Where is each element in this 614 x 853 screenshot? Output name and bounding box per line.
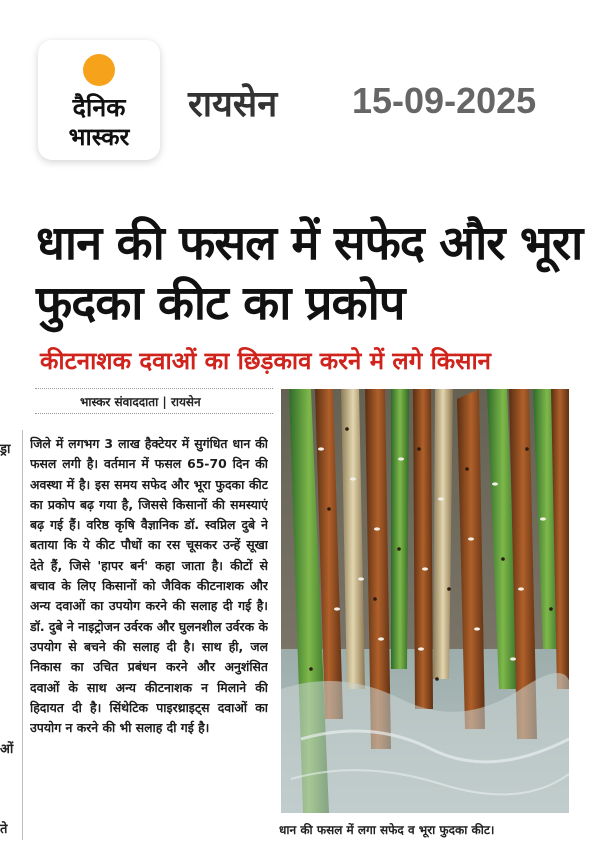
fragment-line <box>0 640 20 660</box>
edition-city: रायसेन <box>188 84 278 125</box>
article-byline: भास्कर संवाददाता | रायसेन <box>80 395 201 409</box>
byline-rule-top <box>35 388 273 390</box>
fragment-line <box>0 780 20 800</box>
fragment-line <box>0 660 20 680</box>
column-divider <box>22 430 23 840</box>
fragment-line <box>0 680 20 700</box>
rice-crop-pest-photo <box>281 389 569 813</box>
fragment-line: ते <box>0 822 8 837</box>
fragment-line: ड्रा <box>0 442 11 457</box>
fragment-line <box>0 720 20 740</box>
article-body: जिले में लगभग 3 लाख हैक्टेयर में सुगंधित धान की फसल लगी है। वर्तमान में फसल 65-70 दिन की अवस्था में है। इस समय सफेद और भूरा फुदका कीट का प्रकोप बढ़ गया है, जिससे किसानों की समस्याएं बढ़ गई हैं। वरिष्ठ कृषि वैज्ञानिक डॉ. स्वप्निल दुबे ने बताया कि ये कीट पौधों का रस चूसकर उन्हें सूखा देते हैं, जिसे 'हापर बर्न' कहा जाता है। कीटों से बचाव के लिए किसानों को जैविक कीटनाशक और अन्य दवाओं का उपयोग करने की सलाह दी गई है। डॉ. दुबे ने नाइट्रोजन उर्वरक और घुलनशील उर्वरक के उपयोग से बचने की सलाह दी है। साथ ही, जल निकास का उचित प्रबंधन करने और अनुशंसित दवाओं के साथ अन्य कीटनाशक न मिलाने की हिदायत दी है। सिंथेटिक पाइरथ्राइट्स दवाओं का उपयोग न करने की भी सलाह दी गई है। <box>30 436 268 736</box>
fragment-line: ओं <box>0 742 14 757</box>
fragment-line <box>0 500 20 520</box>
fragment-line <box>0 560 20 580</box>
logo-text-line2: भास्कर <box>68 123 130 151</box>
rice-stalks-illustration <box>281 389 569 813</box>
dainik-bhaskar-logo <box>38 40 160 160</box>
fragment-line <box>0 480 20 500</box>
fragment-line <box>0 600 20 620</box>
fragment-line <box>0 800 20 820</box>
adjacent-column-fragment <box>0 440 20 840</box>
fragment-line <box>0 580 20 600</box>
sun-icon <box>83 54 115 86</box>
fragment-line <box>0 540 20 560</box>
byline-rule-bottom <box>35 413 273 415</box>
article-subheadline: कीटनाशक दवाओं का छिड़काव करने में लगे किसान <box>40 347 491 375</box>
article-headline: धान की फसल में सफेद और भूरा फुदका कीट का प्रकोप <box>36 216 583 331</box>
fragment-line <box>0 700 20 720</box>
fragment-line <box>0 460 20 480</box>
fragment-line <box>0 620 20 640</box>
fragment-line <box>0 520 20 540</box>
photo-caption: धान की फसल में लगा सफेद व भूरा फुदका कीट। <box>279 823 495 837</box>
edition-date: 15-09-2025 <box>352 80 537 121</box>
logo-text-line1: दैनिक <box>72 93 126 122</box>
fragment-line <box>0 760 20 780</box>
